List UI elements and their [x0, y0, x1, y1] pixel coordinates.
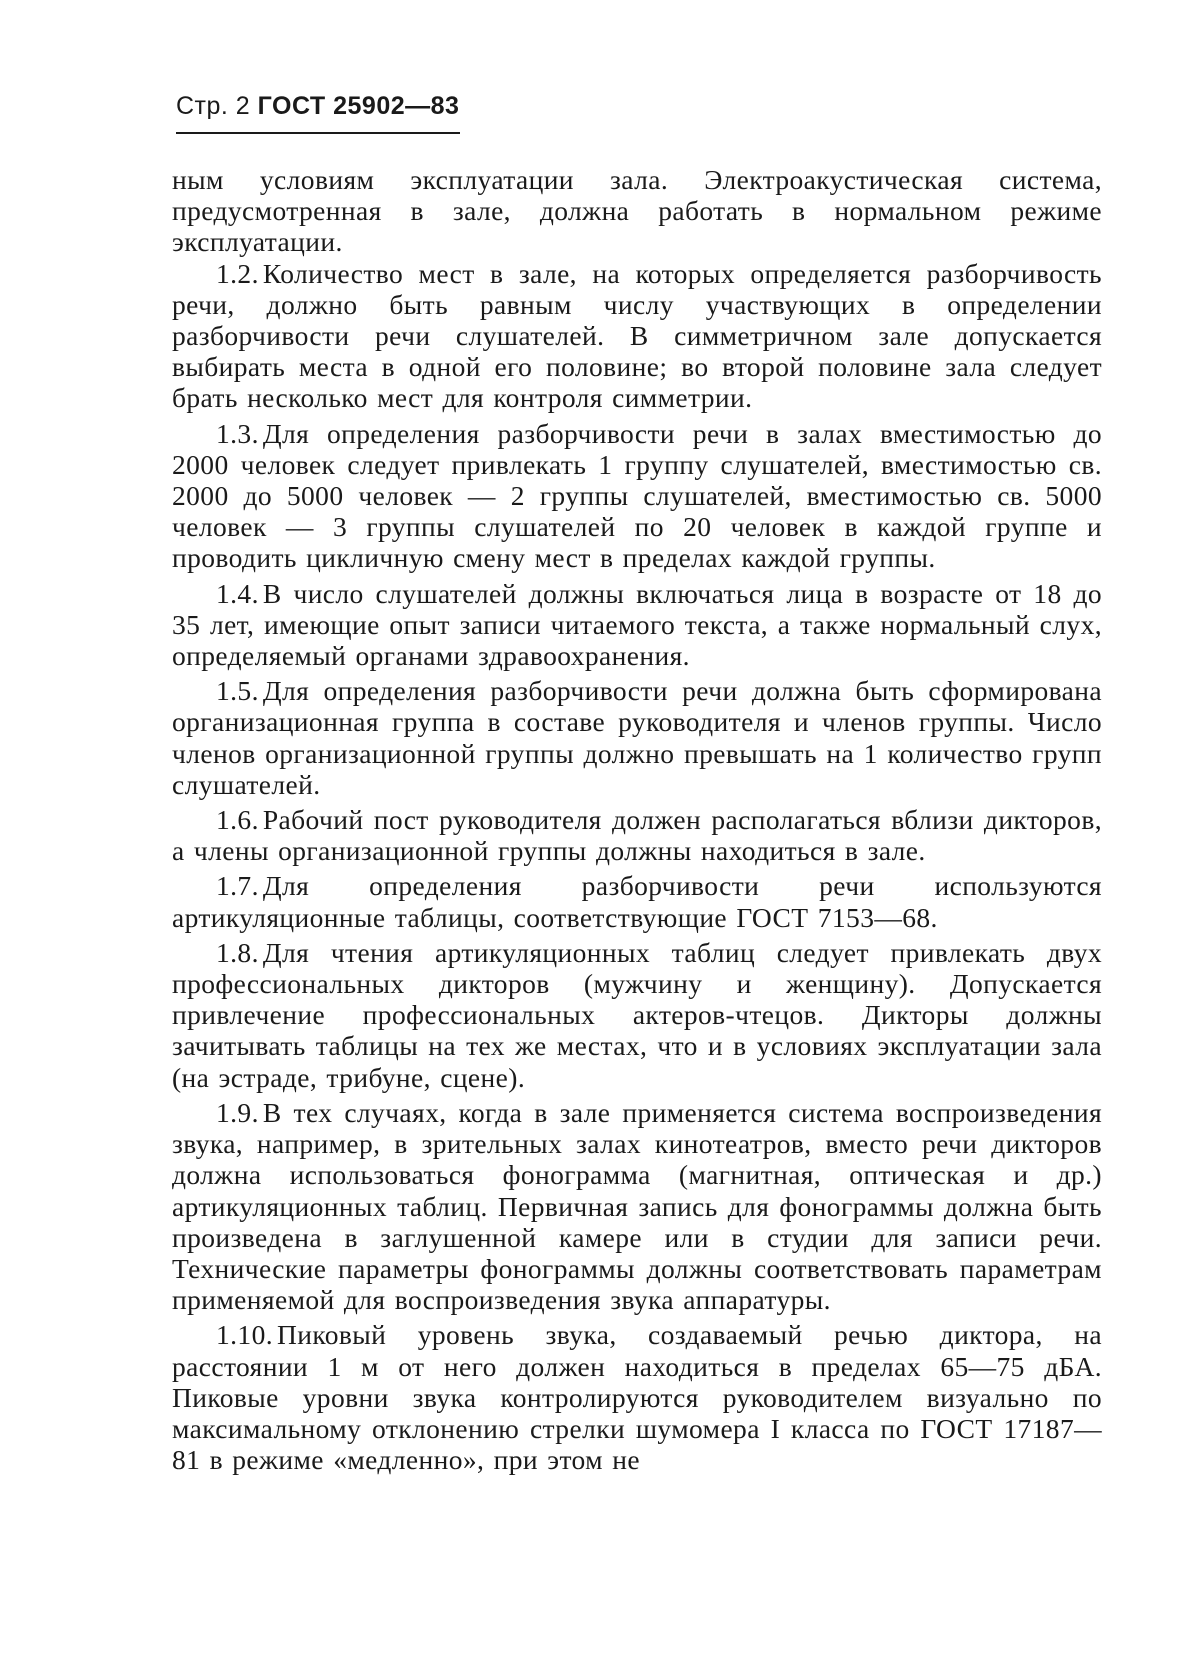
document-body — [172, 164, 1102, 1475]
clause-paragraph — [172, 418, 1102, 574]
clause-number: 1.10. — [216, 1319, 273, 1351]
clause-list — [172, 258, 1102, 1476]
clause-paragraph — [172, 675, 1102, 800]
clause-paragraph — [172, 804, 1102, 866]
page-header — [176, 92, 459, 121]
clause-text: В тех случаях, когда в зале применяется система воспроизведения звука, например, в зрительных залах кинотеатров, вместо речи дикторов должна использоваться фонограмма (магнитная, оптическая и др.) артикуляционных таблиц. Первичная запись для фонограммы должна быть произведена в заглушенной камере или в студии для записи речи. Технические параметры фонограммы должны соответствовать параметрам применяемой для воспроизведения звука аппаратуры. — [172, 1096, 1102, 1316]
clause-text: В число слушателей должны включаться лица в возрасте от 18 до 35 лет, имеющие опыт записи читаемого текста, а также нормальный слух, определяемый органами здравоохранения. — [172, 577, 1102, 672]
clause-number: 1.6. — [216, 804, 259, 836]
continuation-paragraph: ным условиям эксплуатации зала. Электроакустическая система, предусмотренная в зале, должна работать в нормальном режиме эксплуатации. — [172, 164, 1102, 258]
header-underline — [176, 132, 460, 134]
clause-number: 1.9. — [216, 1096, 259, 1128]
clause-text: Для определения разборчивости речи используются артикуляционные таблицы, соответствующие ГОСТ 7153—68. — [172, 870, 1102, 933]
clause-text: Количество мест в зале, на которых определяется разборчивость речи, должно быть равным числу участвующих в определении разборчивости речи слушателей. В симметричном зале допускается выбирать места в одной его половине; во второй половине зала следует брать несколько мест для контроля симметрии. — [172, 257, 1102, 414]
clause-text: Для определения разборчивости речи должна быть сформирована организационная группа в составе руководителя и членов группы. Число членов организационной группы должно превышать на 1 количество групп слушателей. — [172, 675, 1102, 800]
clause-number: 1.5. — [216, 675, 259, 707]
clause-number: 1.7. — [216, 870, 259, 902]
clause-paragraph — [172, 1097, 1102, 1315]
clause-paragraph — [172, 937, 1102, 1093]
clause-paragraph — [172, 578, 1102, 672]
clause-number: 1.2. — [216, 257, 259, 289]
page-number-label: Стр. 2 — [176, 92, 251, 120]
clause-text: Для определения разборчивости речи в залах вместимостью до 2000 человек следует привлекать 1 группу слушателей, вместимостью св. 2000 до 5000 человек — 2 группы слушателей, вместимостью св. 5000 человек — 3 группы слушателей по 20 человек в каждой группе и проводить цикличную смену мест в пределах каждой группы. — [172, 417, 1102, 574]
clause-number: 1.4. — [216, 577, 259, 609]
clause-paragraph — [172, 258, 1102, 414]
document-code: ГОСТ 25902—83 — [257, 92, 460, 120]
clause-text: Пиковый уровень звука, создаваемый речью диктора, на расстоянии 1 м от него должен находиться в пределах 65—75 дБА. Пиковые уровни звука контролируются руководителем визуально по максимальному отклонению стрелки шумомера I класса по ГОСТ 17187—81 в режиме «медленно», при этом не — [172, 1319, 1102, 1476]
clause-text: Рабочий пост руководителя должен располагаться вблизи дикторов, а члены организационной группы должны находиться в зале. — [172, 804, 1102, 867]
clause-paragraph — [172, 1319, 1102, 1475]
clause-number: 1.8. — [216, 936, 259, 968]
clause-paragraph — [172, 870, 1102, 932]
clause-number: 1.3. — [216, 417, 259, 449]
clause-text: Для чтения артикуляционных таблиц следует привлекать двух профессиональных дикторов (мужчину и женщину). Допускается привлечение профессиональных актеров-чтецов. Дикторы должны зачитывать таблицы на тех же местах, что и в условиях эксплуатации зала (на эстраде, трибуне, сцене). — [172, 936, 1102, 1093]
